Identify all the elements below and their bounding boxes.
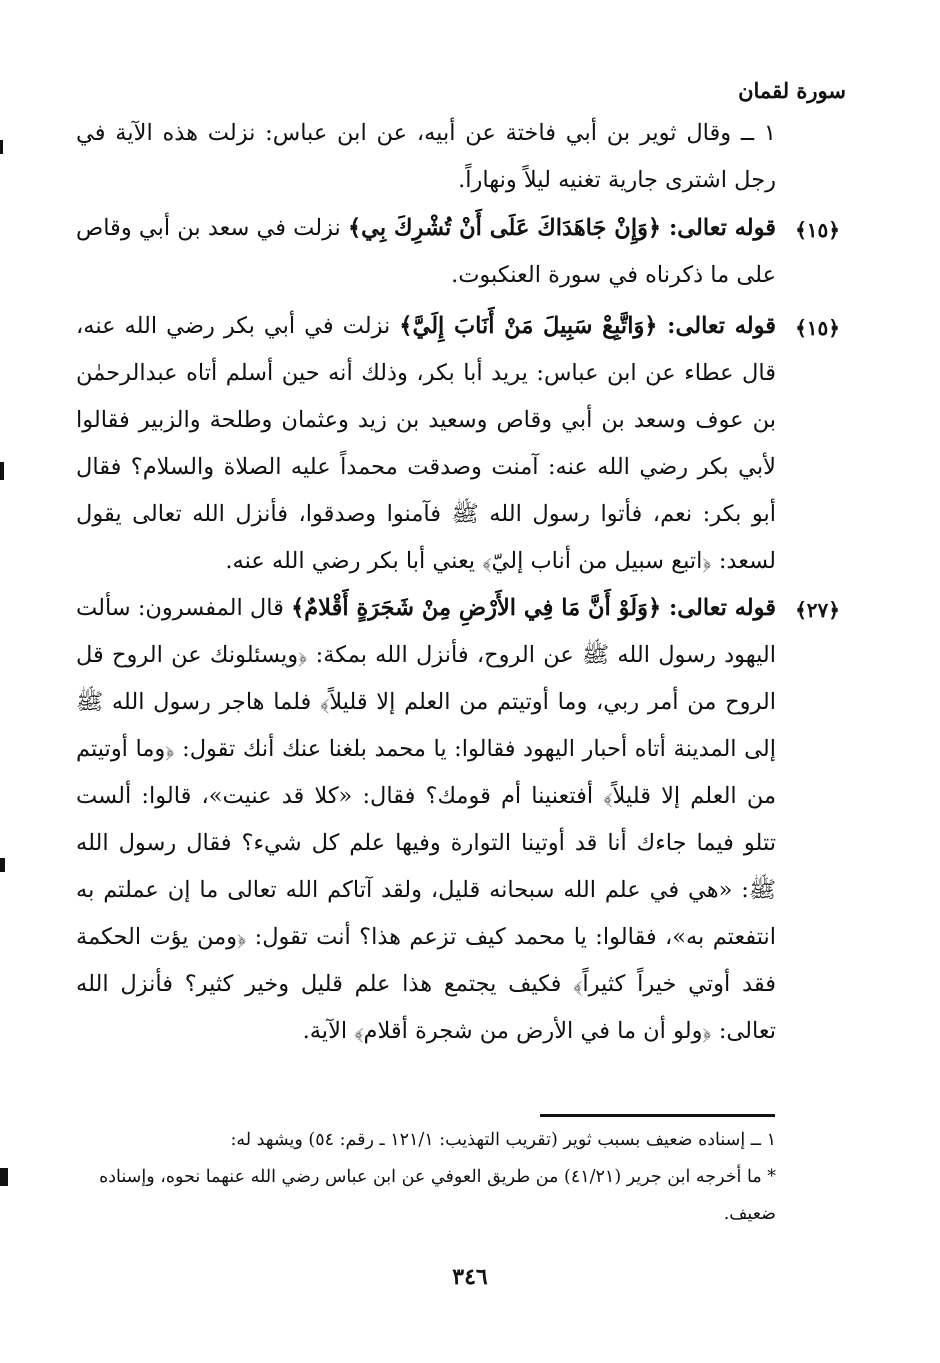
section-3-lead: قوله تعالى:: [657, 313, 777, 339]
section-4-lead: قوله تعالى:: [661, 595, 777, 621]
scan-edge-mark: [0, 140, 3, 154]
footnote-separator: [540, 1114, 775, 1117]
paragraph-section-2: [76, 205, 776, 299]
page-number: ٣٤٦: [452, 1264, 488, 1290]
section-4-quran-quote: ﴿وَلَوْ أَنَّ مَا فِي الأَرْضِ مِنْ شَجَرَةٍ أَقْلامٌ﴾: [291, 595, 662, 621]
section-3-quran-quote: ﴿وَاتَّبِعْ سَبِيلَ مَنْ أَنَابَ إِلَيَّ﴾: [399, 313, 658, 339]
running-header-title: سورة لقمان: [738, 78, 846, 103]
section-2-lead: قوله تعالى:: [661, 215, 776, 241]
paragraph-section-1: [76, 110, 776, 204]
section-4-text: قال المفسرون: سألت اليهود رسول الله ﷺ عن الروح، فأنزل الله بمكة: ﴿ويسئلونك عن الروح قل الروح من أمر ربي، وما أوتيتم من العلم إلا قليلاً﴾ فلما هاجر رسول الله ﷺ إلى المدينة أتاه أحبار اليهود فقالوا: يا محمد بلغنا عنك أنك تقول: ﴿وما أوتيتم من العلم إلا قليلاً﴾ أفتعنينا أم قومك؟ فقال: «كلا قد عنيت»، قالوا: ألست تتلو فيما جاءك أنا قد أوتينا التوارة وفيها علم كل شيء؟ فقال رسول الله ﷺ: «هي في علم الله سبحانه قليل، ولقد آتاكم الله تعالى ما إن عملتم به انتفعتم به»، فقالوا: يا محمد كيف تزعم هذا؟ أنت تقول: ﴿ومن يؤت الحكمة فقد أوتي خيراً كثيراً﴾ فكيف يجتمع هذا علم قليل وخير كثير؟ فأنزل الله تعالى: ﴿ولو أن ما في الأرض من شجرة أقلام﴾ الآية.: [76, 595, 776, 1044]
paragraph-section-3: [76, 303, 776, 585]
paragraph-section-4: [76, 585, 776, 1055]
scan-edge-mark: [0, 858, 5, 872]
footnote-1: ١ ــ إسناده ضعيف بسبب ثوير (تقريب التهذيب: ١٢١/١ ـ رقم: ٥٤) ويشهد له:: [230, 1130, 776, 1150]
footnote-2: * ما أخرجه ابن جرير (٤١/٢١) من طريق العوفي عن ابن عباس رضي الله عنهما نحوه، وإسناده ضعيف.: [99, 1167, 776, 1224]
section-2-text: نزلت في سعد بن أبي وقاص على ما ذكرناه في سورة العنكبوت.: [76, 215, 776, 288]
section-1-text: ١ ــ وقال ثوير بن أبي فاختة عن أبيه، عن ابن عباس: نزلت هذه الآية في رجل اشترى جارية تغنيه ليلاً ونهاراً.: [76, 120, 776, 193]
footnotes: [76, 1122, 776, 1233]
scan-edge-mark: [0, 1168, 8, 1186]
section-2-quran-quote: ﴿وَإِنْ جَاهَدَاكَ عَلَى أَنْ تُشْرِكَ بِي﴾: [347, 215, 662, 241]
verse-number-marker: ﴿٢٧﴾: [795, 598, 840, 622]
verse-number-marker: ﴿١٥﴾: [795, 316, 840, 340]
section-3-text: نزلت في أبي بكر رضي الله عنه، قال عطاء عن ابن عباس: يريد أبا بكر، وذلك أنه حين أسلم أتاه عبدالرحمٰن بن عوف وسعد بن أبي وقاص وسعيد بن زيد وعثمان وطلحة والزبير فقالوا لأبي بكر رضي الله عنه: آمنت وصدقت محمداً عليه الصلاة والسلام؟ فقال أبو بكر: نعم، فأتوا رسول الله ﷺ فآمنوا وصدقوا، فأنزل الله تعالى يقول لسعد: ﴿اتبع سبيل من أناب إليّ﴾ يعني أبا بكر رضي الله عنه.: [76, 313, 776, 574]
scan-edge-mark: [0, 462, 4, 480]
verse-number-marker: ﴿١٥﴾: [795, 218, 840, 242]
